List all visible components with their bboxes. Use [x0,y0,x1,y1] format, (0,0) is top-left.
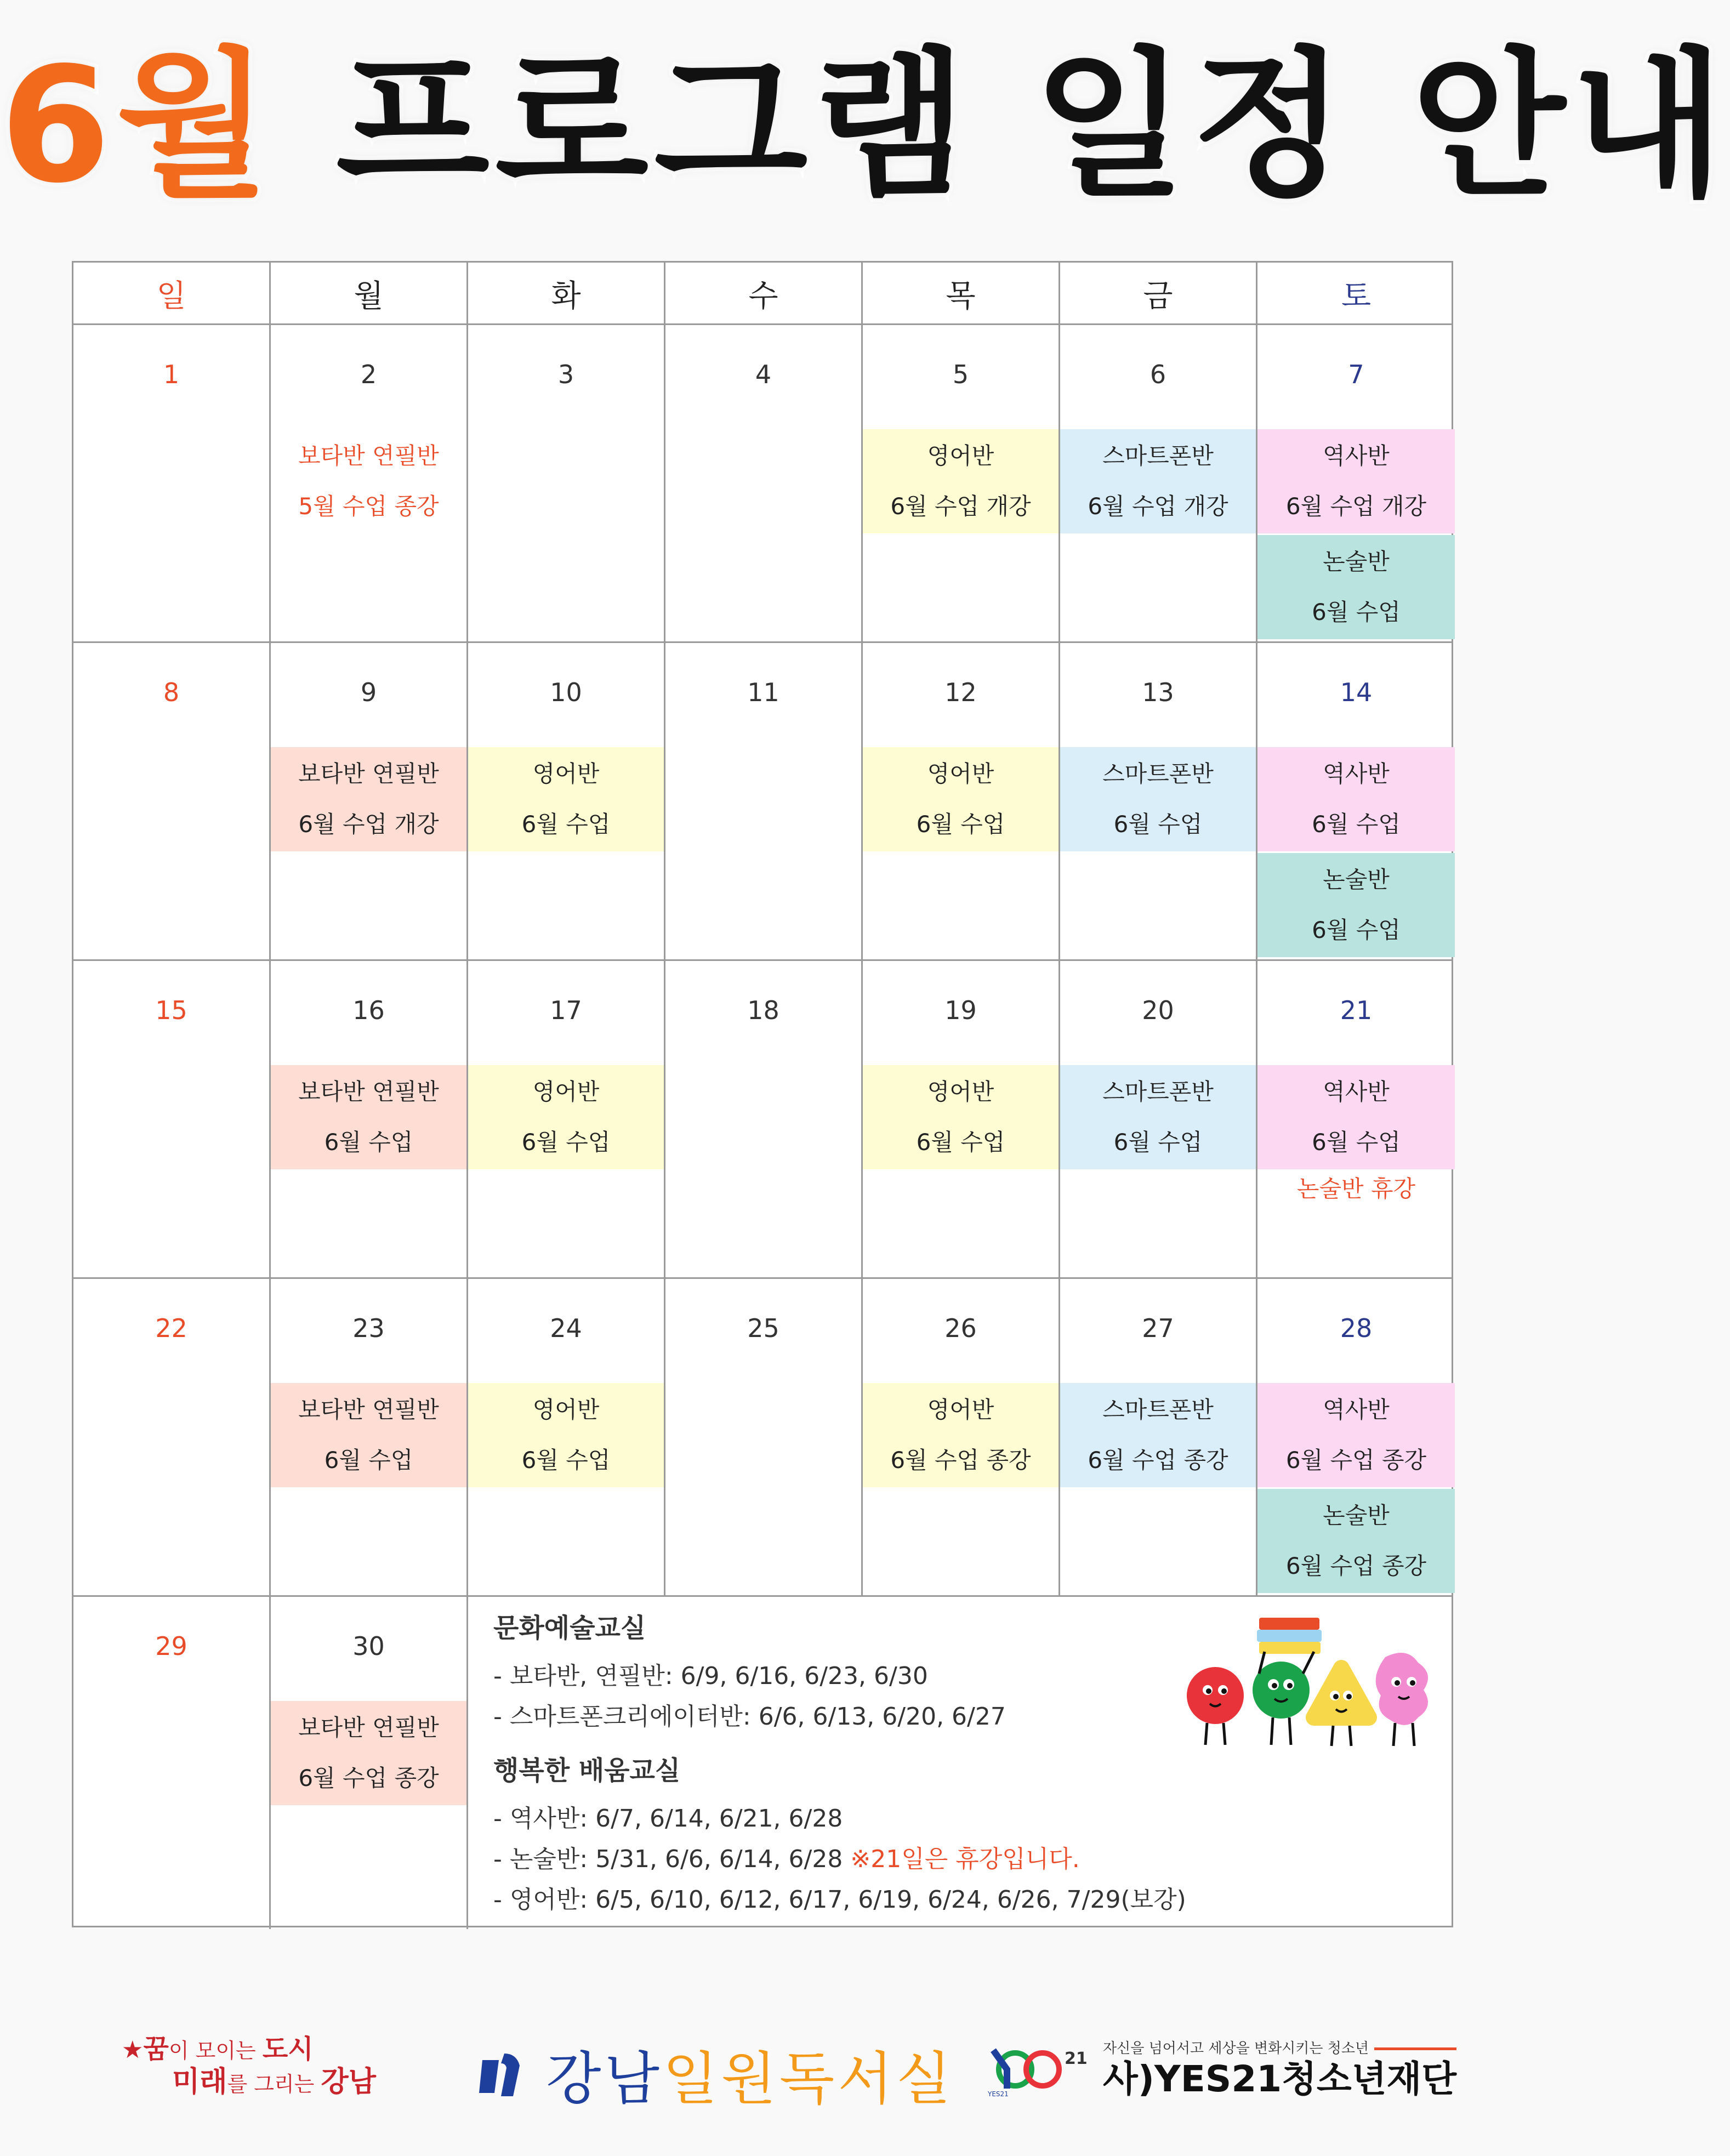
day-cell [1060,325,1257,641]
star-icon: ★ [122,2036,144,2064]
slogan-line-1 [122,2034,376,2066]
day-cell [468,961,665,1277]
event-title: 보타반 연필반 [298,1078,439,1105]
day-number: 3 [557,360,574,389]
day-number: 1 [163,360,180,389]
event-title: 논술반 [1323,548,1390,575]
event-detail: 6월 수업 개강 [890,493,1031,520]
event-detail: 6월 수업 [1312,599,1401,625]
event-title: 논술반 [1323,1502,1390,1529]
event-detail: 6월 수업 [521,811,611,838]
event-detail: 6월 수업 [521,1447,611,1474]
page-title [0,33,1730,218]
program-info [468,1597,1453,1929]
event-title: 영어반 [532,760,600,787]
day-number: 8 [163,678,180,707]
day-number: 28 [1340,1313,1373,1343]
library-name [546,2033,954,2115]
day-cell [1060,961,1257,1277]
event-detail: 6월 수업 [1312,1129,1401,1156]
day-cell [863,961,1060,1277]
day-number: 15 [155,995,187,1025]
day-cell [271,1597,468,1929]
weekday-wed: 수 [665,263,863,325]
weekday-sun: 일 [73,263,271,325]
day-cell [468,1279,665,1595]
day-cell [271,325,468,641]
day-cell [665,325,863,641]
library-name-part: 강남 [546,2045,663,2112]
foundation-text [1103,2037,1456,2101]
day-cell [665,961,863,1277]
event-title: 역사반 [1323,1396,1390,1423]
day-number: 29 [155,1631,187,1661]
event-botaban-close [271,1701,466,1805]
day-cell [1257,325,1455,641]
day-number: 5 [952,360,969,389]
day-cell [73,643,271,959]
library-logo [473,2033,954,2115]
footer [0,2006,1524,2116]
event-detail: 6월 수업 개강 [298,811,439,838]
slogan-word: 미래 [172,2066,227,2098]
slogan-word: 꿈 [143,2034,169,2064]
event-english [468,747,664,851]
day-number: 4 [755,360,772,389]
day-cell [863,1279,1060,1595]
yes21-logo-icon [982,2039,1092,2100]
week-row-3 [73,961,1452,1279]
event-history [1257,1065,1455,1169]
event-title: 스마트폰반 [1102,442,1214,469]
day-number: 7 [1348,360,1364,389]
day-number: 11 [747,678,779,707]
day-cell [73,1597,271,1929]
learning-class-line: - 영어반: 6/5, 6/10, 6/12, 6/17, 6/19, 6/24, 6/26, 7/29(보강) [493,1886,1186,1914]
slogan-word: 도시 [262,2034,314,2064]
week-row-2 [73,643,1452,961]
slogan-word: 강남 [321,2066,376,2098]
slogan-line-2 [122,2066,376,2100]
day-number: 12 [944,678,977,707]
day-number: 19 [944,995,977,1025]
event-detail: 5월 수업 종강 [298,493,439,520]
yes21-foundation-logo [982,2037,1456,2101]
culture-class-line: - 보타반, 연필반: 6/9, 6/16, 6/23, 6/30 [493,1662,928,1690]
weekday-sat: 토 [1341,278,1372,314]
tagline-divider [1374,2047,1456,2050]
day-cell [73,961,271,1277]
event-title: 영어반 [927,442,994,469]
day-number: 22 [155,1313,187,1343]
event-title: 영어반 [927,760,994,787]
event-history [1257,747,1455,851]
day-number: 2 [360,360,377,389]
event-title: 영어반 [927,1396,994,1423]
event-smartphone [1060,1065,1256,1169]
event-english [863,747,1059,851]
learning-class-line: - 역사반: 6/7, 6/14, 6/21, 6/28 [493,1805,843,1833]
gangnam-slogan-logo [122,2034,376,2100]
event-english [468,1383,664,1487]
day-cell [73,325,271,641]
event-title: 영어반 [532,1078,600,1105]
event-title: 영어반 [927,1078,994,1105]
weekday-fri: 금 [1060,263,1257,325]
culture-class-heading: 문화예술교실 [493,1613,646,1643]
weekday-mon: 월 [271,263,468,325]
event-smartphone [1060,1383,1256,1487]
event-detail: 6월 수업 개강 [1285,493,1427,520]
mascot-illustration [1177,1608,1440,1767]
day-number: 6 [1149,360,1166,389]
day-cell [1060,1279,1257,1595]
slogan-word: 이 모이는 [168,2039,263,2063]
day-number: 27 [1142,1313,1174,1343]
event-detail: 6월 수업 [916,811,1005,838]
event-title: 스마트폰반 [1102,1396,1214,1423]
event-detail: 6월 수업 종강 [1285,1447,1427,1474]
day-number: 21 [1340,995,1373,1025]
event-detail: 6월 수업 [1312,811,1401,838]
foundation-name: 사)YES21청소년재단 [1103,2058,1456,2100]
day-cell [271,643,468,959]
day-cell [468,325,665,641]
day-cell [1060,643,1257,959]
event-botaban [271,1383,466,1487]
title-main: 프로그램 일정 안내 [335,33,1730,218]
week-row-4 [73,1279,1452,1597]
essay-cancel-note: 논술반 휴강 [1296,1175,1416,1202]
day-number: 16 [352,995,385,1025]
day-number: 26 [944,1313,977,1343]
day-cell [1257,961,1455,1277]
event-detail: 6월 수업 종강 [1285,1552,1427,1579]
event-title: 영어반 [532,1396,600,1423]
week-row-5 [73,1597,1452,1929]
day-number: 13 [1142,678,1174,707]
event-detail: 6월 수업 종강 [1088,1447,1228,1474]
day-cell [1257,1279,1455,1595]
event-detail: 6월 수업 [324,1129,413,1156]
day-number: 10 [550,678,582,707]
day-cell [665,1279,863,1595]
day-cell [665,643,863,959]
calendar-table [72,261,1453,1927]
event-detail: 6월 수업 [916,1129,1005,1156]
day-number: 30 [352,1631,385,1661]
event-detail: 6월 수업 개강 [1088,493,1228,520]
yes21-logo-text: YES21 [988,2090,1009,2098]
event-smartphone [1060,429,1256,533]
day-number: 24 [550,1313,582,1343]
weekday-header-row [73,263,1452,325]
day-cell [863,325,1060,641]
event-history [1257,1383,1455,1487]
library-mark-icon [473,2044,533,2104]
event-title: 논술반 [1323,866,1390,893]
day-number: 20 [1142,995,1174,1025]
svg-text:21: 21 [1065,2049,1088,2068]
event-title: 스마트폰반 [1102,760,1214,787]
event-botaban-close [271,429,466,533]
event-english [863,1383,1059,1487]
event-title: 보타반 연필반 [298,442,439,469]
event-detail: 6월 수업 [1312,917,1401,943]
learning-class-line [493,1839,1080,1874]
day-cell [1257,643,1455,959]
day-number: 9 [360,678,377,707]
week-row-1 [73,325,1452,643]
event-title: 보타반 연필반 [298,1714,439,1741]
event-smartphone [1060,747,1256,851]
foundation-tagline [1103,2037,1456,2057]
event-botaban [271,1065,466,1169]
essay-dates: - 논술반: 5/31, 6/6, 6/14, 6/28 [493,1845,843,1873]
event-essay [1257,1489,1455,1593]
event-detail: 6월 수업 [1113,811,1203,838]
event-title: 보타반 연필반 [298,1396,439,1423]
day-cell [863,643,1060,959]
day-cell [271,1279,468,1595]
event-history [1257,429,1455,533]
tagline-text: 자신을 넘어서고 세상을 변화시키는 청소년 [1103,2040,1369,2057]
slogan-word: 를 그리는 [227,2072,321,2096]
weekday-tue: 화 [468,263,665,325]
event-title: 스마트폰반 [1102,1078,1214,1105]
event-title: 역사반 [1323,442,1390,469]
event-detail: 6월 수업 [1113,1129,1203,1156]
event-english [863,429,1059,533]
event-title: 역사반 [1323,760,1390,787]
event-essay [1257,853,1455,957]
event-detail: 6월 수업 [324,1447,413,1474]
event-english [863,1065,1059,1169]
day-number: 17 [550,995,582,1025]
weekday-thu: 목 [863,263,1060,325]
day-cell [73,1279,271,1595]
event-title: 보타반 연필반 [298,760,439,787]
holiday-warning: ※21일은 휴강입니다. [850,1845,1080,1873]
day-cell [468,643,665,959]
day-number: 23 [352,1313,385,1343]
title-month: 6월 [0,33,275,218]
day-number: 14 [1340,678,1373,707]
event-botaban [271,747,466,851]
day-number: 18 [747,995,779,1025]
event-detail: 6월 수업 종강 [298,1765,439,1791]
event-essay [1257,535,1455,639]
event-english [468,1065,664,1169]
library-name-part: 일원독서실 [662,2045,955,2112]
learning-class-heading: 행복한 배움교실 [493,1755,681,1786]
day-number: 25 [747,1313,779,1343]
day-cell [271,961,468,1277]
event-title: 역사반 [1323,1078,1390,1105]
event-detail: 6월 수업 종강 [890,1447,1031,1474]
culture-class-line: - 스마트폰크리에이터반: 6/6, 6/13, 6/20, 6/27 [493,1703,1006,1731]
event-detail: 6월 수업 [521,1129,611,1156]
